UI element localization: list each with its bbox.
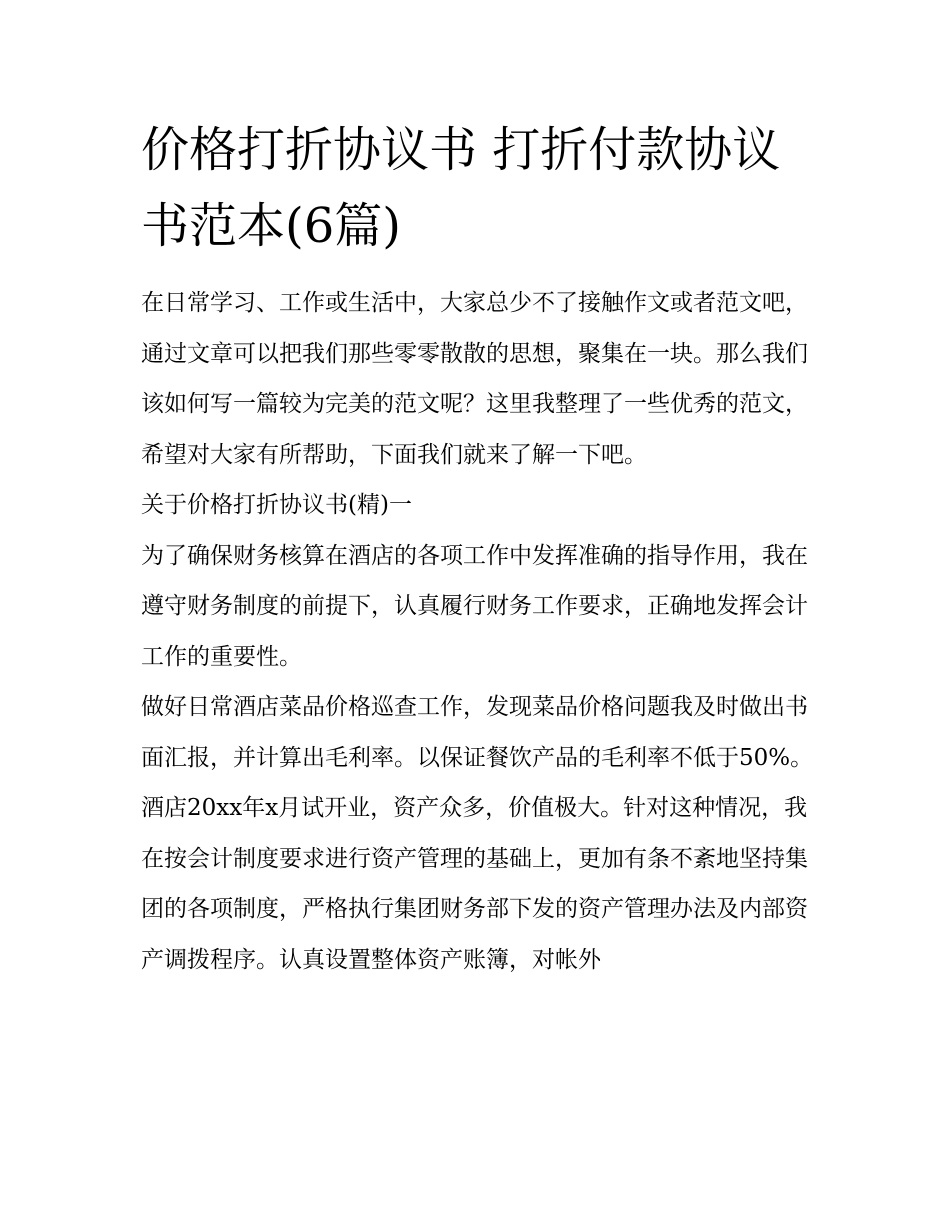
document-body [141,112,816,985]
document-title: 价格打折协议书 打折付款协议书范本(6篇) [141,122,781,254]
intro-paragraph: 在日常学习、工作或生活中，大家总少不了接触作文或者范文吧，通过文章可以把我们那些零零散散的思想，聚集在一块。那么我们该如何写一篇较为完美的范文呢？这里我整理了一些优秀的范文，希望对大家有所帮助，下面我们就来了解一下吧。 [141,290,808,468]
paragraph-accounting-role: 为了确保财务核算在酒店的各项工作中发挥准确的指导作用，我在遵守财务制度的前提下，认真履行财务工作要求，正确地发挥会计工作的重要性。 [141,542,808,670]
section-heading: 关于价格打折协议书(精)一 [141,492,412,518]
paragraph-asset-management: 酒店20xx年x月试开业，资产众多，价值极大。针对这种情况，我在按会计制度要求进行资产管理的基础上，更加有条不紊地坚持集团的各项制度，严格执行集团财务部下发的资产管理办法及内部资产调拨程序。认真设置整体资产账簿，对帐外 [141,795,808,973]
paragraph-price-inspection: 做好日常酒店菜品价格巡查工作，发现菜品价格问题我及时做出书面汇报，并计算出毛利率。以保证餐饮产品的毛利率不低于50%。 [141,694,814,771]
